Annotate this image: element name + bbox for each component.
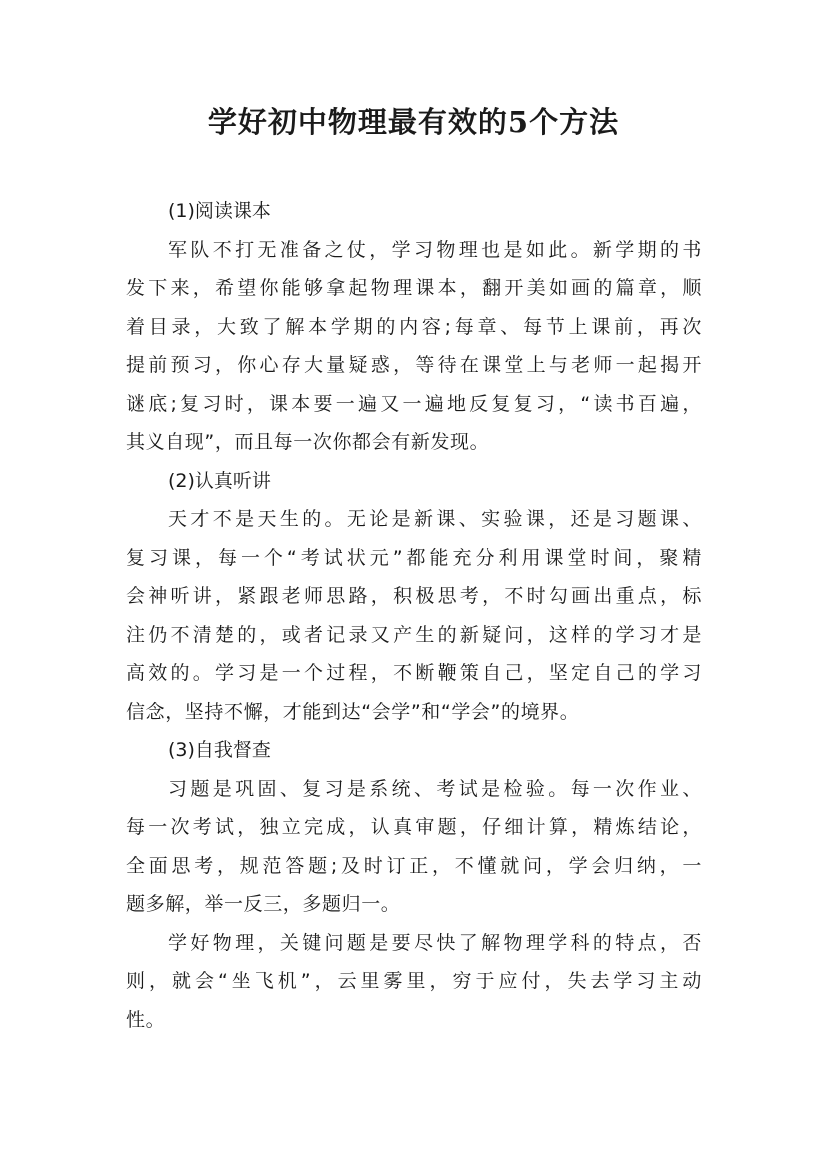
- paragraph-line: 提前预习，你心存大量疑惑，等待在课堂上与老师一起揭开: [126, 354, 702, 376]
- paragraph-line: 习题是巩固、复习是系统、考试是检验。每一次作业、: [168, 777, 702, 800]
- paragraph-line: 复习课，每一个“考试状元”都能充分利用课堂时间，聚精: [126, 546, 702, 569]
- paragraph-line: 信念，坚持不懈，才能到达“会学”和“学会”的境界。: [126, 700, 580, 723]
- paragraph-line: 会神听讲，紧跟老师思路，积极思考，不时勾画出重点，标: [126, 585, 702, 607]
- closing-paragraph: [126, 924, 702, 1040]
- paragraph-line: 注仍不清楚的，或者记录又产生的新疑问，这样的学习才是: [126, 623, 702, 646]
- paragraph-line: 军队不打无准备之仗，学习物理也是如此。新学期的书: [168, 238, 702, 261]
- section-heading-2: (2)认真听讲: [168, 469, 271, 492]
- paragraph-line: 着目录，大致了解本学期的内容;每章、每节上课前，再次: [126, 315, 702, 338]
- section-paragraph-2: [126, 500, 702, 731]
- paragraph-line: 学好物理，关键问题是要尽快了解物理学科的特点，否: [168, 931, 702, 954]
- document-body: [126, 192, 702, 1039]
- paragraph-line: 则，就会“坐飞机”，云里雾里，穷于应付，失去学习主动: [126, 970, 702, 992]
- section-heading-1: (1)阅读课本: [168, 200, 271, 222]
- paragraph-line: 发下来，希望你能够拿起物理课本，翻开美如画的篇章，顺: [126, 277, 702, 299]
- paragraph-line: 谜底;复习时，课本要一遍又一遍地反复复习，“读书百遍，: [126, 392, 702, 415]
- page-title: 学好初中物理最有效的5个方法: [207, 105, 620, 139]
- paragraph-line: 天才不是天生的。无论是新课、实验课，还是习题课、: [168, 508, 702, 530]
- paragraph-line: 题多解，举一反三，多题归一。: [126, 893, 401, 915]
- section-paragraph-3: [126, 770, 702, 924]
- paragraph-line: 每一次考试，独立完成，认真审题，仔细计算，精炼结论，: [126, 816, 702, 838]
- paragraph-line: 其义自现”，而且每一次你都会有新发现。: [126, 431, 490, 453]
- paragraph-line: 高效的。学习是一个过程，不断鞭策自己，坚定自己的学习: [126, 662, 702, 684]
- paragraph-line: 性。: [126, 1008, 166, 1031]
- section-heading-3: (3)自我督查: [168, 739, 271, 761]
- paragraph-line: 全面思考，规范答题;及时订正，不懂就问，学会归纳，一: [126, 854, 702, 877]
- section-paragraph-1: [126, 231, 702, 462]
